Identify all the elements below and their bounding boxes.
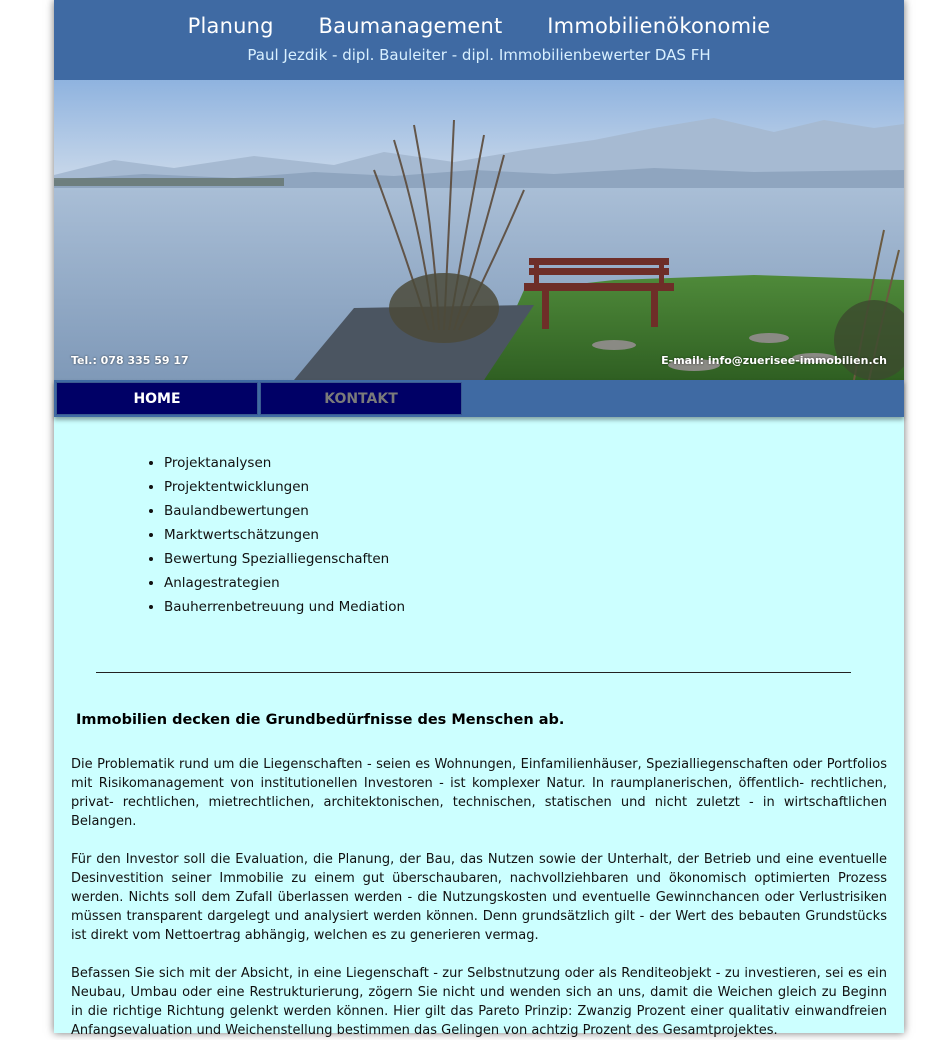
list-item: • Baulandbewertungen: [164, 499, 405, 523]
header-title-baumanagement: Baumanagement: [318, 14, 503, 38]
header-title-planung: Planung: [187, 14, 274, 38]
paragraph-3: Befassen Sie sich mit der Absicht, in eine Liegenschaft - zur Selbstnutzung oder als Renditeobjekt - zu investieren, sei es ein Neubau, Umbau oder eine Restrukturierung, zögern Sie nicht und wenden sich an uns, damit die Weichen gleich zu Beginn in die richtige Richtung gelenkt werden können. Hier gilt das Pareto Prinzip: Zwanzig Prozent einer qualitativ einwandfreien Anfangsevaluation und Weichenstellung bestimmen das Gelingen von achtzig Prozent des Gesamtprojektes.: [71, 966, 887, 1038]
divider: [96, 672, 851, 673]
email-address[interactable]: E-mail: info@zuerisee-immobilien.ch: [661, 354, 887, 367]
list-item: • Marktwertschätzungen: [164, 523, 405, 547]
header-title: [54, 14, 904, 38]
lake-bench-photo: [54, 80, 904, 380]
hero-image: [54, 80, 904, 380]
content-headline: Immobilien decken die Grundbedürfnisse des Menschen ab.: [76, 712, 565, 728]
list-item: • Bewertung Spezialliegenschaften: [164, 547, 405, 571]
nav-home-tab[interactable]: HOME: [56, 382, 258, 415]
list-item: • Bauherrenbetreuung und Mediation: [164, 595, 405, 619]
list-item: • Anlagestrategien: [164, 571, 405, 595]
main-content: [54, 417, 904, 1038]
paragraph-1: Die Problematik rund um die Liegenschaften - seien es Wohnungen, Einfamilienhäuser, Spezialliegenschaften oder Portfolios mit Risikomanagement von institutionellen Investoren - ist komplexer Natur. In raumplanerischen, öffentlich- rechtlichen, privat- rechtlichen, mietrechtlichen, architektonischen, technischen, statischen und nicht zuletzt - in wirtschaftlichen Belangen.: [71, 757, 887, 829]
header-subtitle: Paul Jezdik - dipl. Bauleiter - dipl. Immobilienbewerter DAS FH: [247, 46, 711, 64]
list-item: • Projektanalysen: [164, 451, 405, 475]
paragraph-2: Für den Investor soll die Evaluation, die Planung, der Bau, das Nutzen sowie der Unterhalt, der Betrieb und eine eventuelle Desinvestition seiner Immobilie zu einem gut überschaubaren, nachvollziehbaren und ökonomisch optimierten Prozess werden. Nichts soll dem Zufall überlassen werden - die Nutzungskosten und eventuelle Gewinnchancen oder Verlustrisiken müssen transparent dargelegt und analysiert werden können. Denn grundsätzlich gilt - der Wert des bebauten Grundstücks ist direkt vom Nettoertrag abhängig, welchen es zu generieren vermag.: [71, 852, 887, 943]
list-item: • Projektentwicklungen: [164, 475, 405, 499]
main-nav: [54, 380, 904, 417]
nav-kontakt-tab[interactable]: KONTAKT: [260, 382, 462, 415]
phone-number: Tel.: 078 335 59 17: [71, 354, 189, 367]
page-container: [54, 0, 904, 1038]
header-title-immobilienoekonomie: Immobilienökonomie: [547, 14, 771, 38]
services-list: [144, 451, 405, 619]
site-header: [54, 0, 904, 80]
